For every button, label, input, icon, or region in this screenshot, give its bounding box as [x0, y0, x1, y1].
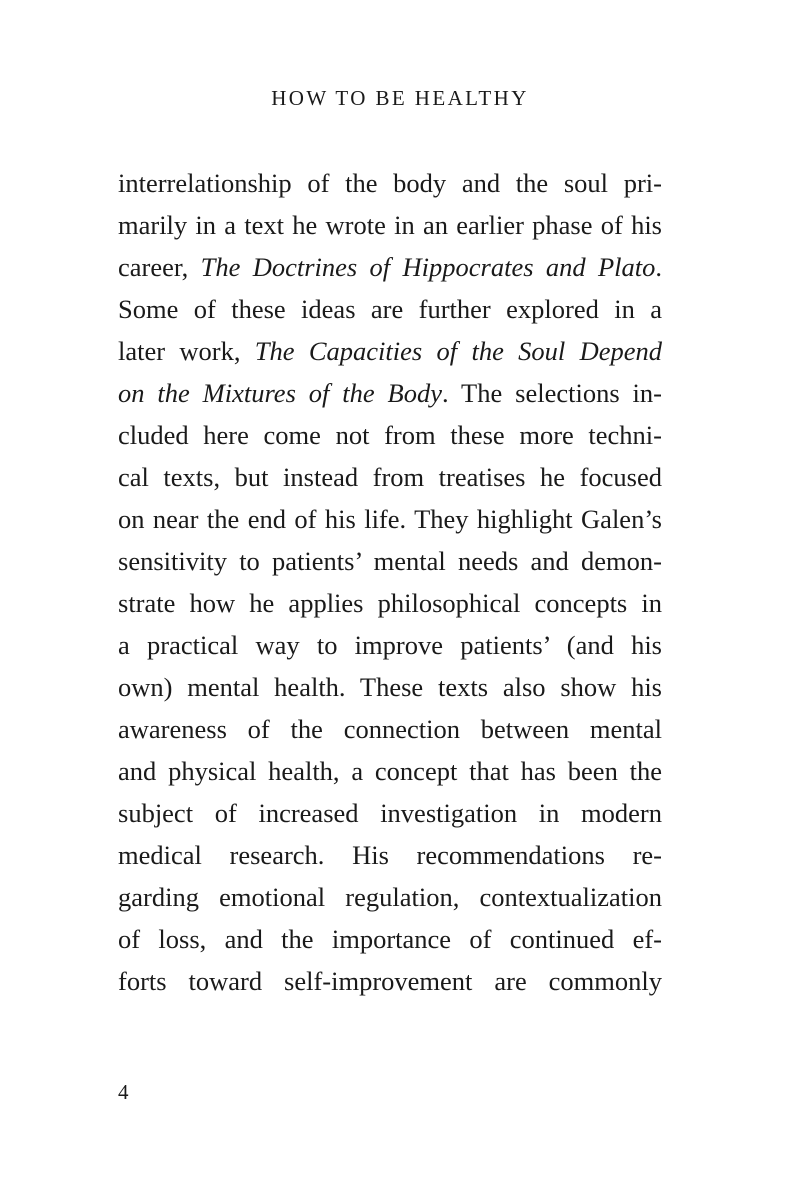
text-run: cluded here come not from these more techni-: [118, 420, 662, 450]
text-run: interrelationship of the body and the soul pri-: [118, 168, 662, 198]
text-run: and physical health, a concept that has been the: [118, 756, 662, 786]
page-number: 4: [118, 1080, 129, 1104]
italic-title: The Doctrines of Hippocrates and Plato: [200, 252, 656, 282]
text-run: a practical way to improve patients’ (and his: [118, 630, 662, 660]
text-run: subject of increased investigation in modern: [118, 798, 662, 828]
text-line: [118, 960, 662, 1002]
text-line: [118, 540, 662, 582]
text-line: [118, 582, 662, 624]
text-line: [118, 876, 662, 918]
text-run: strate how he applies philosophical concepts in: [118, 588, 662, 618]
text-run: medical research. His recommendations re-: [118, 840, 662, 870]
italic-title: on the Mixtures of the Body: [118, 378, 443, 408]
text-line: [118, 372, 662, 414]
text-run: awareness of the connection between mental: [118, 714, 662, 744]
text-line: [118, 792, 662, 834]
text-run: garding emotional regulation, contextualization: [118, 882, 662, 912]
text-line: [118, 666, 662, 708]
text-run: of loss, and the importance of continued ef-: [118, 924, 662, 954]
text-line: [118, 246, 662, 288]
italic-title: The Capacities of the Soul Depend: [254, 336, 662, 366]
text-line: [118, 288, 662, 330]
text-line: [118, 204, 662, 246]
text-run: cal texts, but instead from treatises he focused: [118, 462, 662, 492]
text-line: [118, 750, 662, 792]
text-run: career,: [118, 252, 201, 282]
text-run: sensitivity to patients’ mental needs and demon-: [118, 546, 662, 576]
text-line: [118, 330, 662, 372]
text-run: .: [655, 252, 662, 282]
text-line: [118, 162, 662, 204]
text-line: [118, 708, 662, 750]
text-line: [118, 918, 662, 960]
text-run: forts toward self-improvement are commonly: [118, 966, 662, 996]
body-paragraph: [118, 162, 662, 1002]
text-line: [118, 834, 662, 876]
text-run: on near the end of his life. They highlight Galen’s: [118, 504, 662, 534]
text-run: own) mental health. These texts also show his: [118, 672, 662, 702]
text-line: [118, 456, 662, 498]
text-run: Some of these ideas are further explored in a: [118, 294, 662, 324]
text-run: marily in a text he wrote in an earlier phase of his: [118, 210, 662, 240]
text-line: [118, 624, 662, 666]
text-run: later work,: [118, 336, 255, 366]
text-line: [118, 498, 662, 540]
running-head: HOW TO BE HEALTHY: [271, 86, 529, 110]
text-line: [118, 414, 662, 456]
text-run: . The selections in-: [442, 378, 662, 408]
